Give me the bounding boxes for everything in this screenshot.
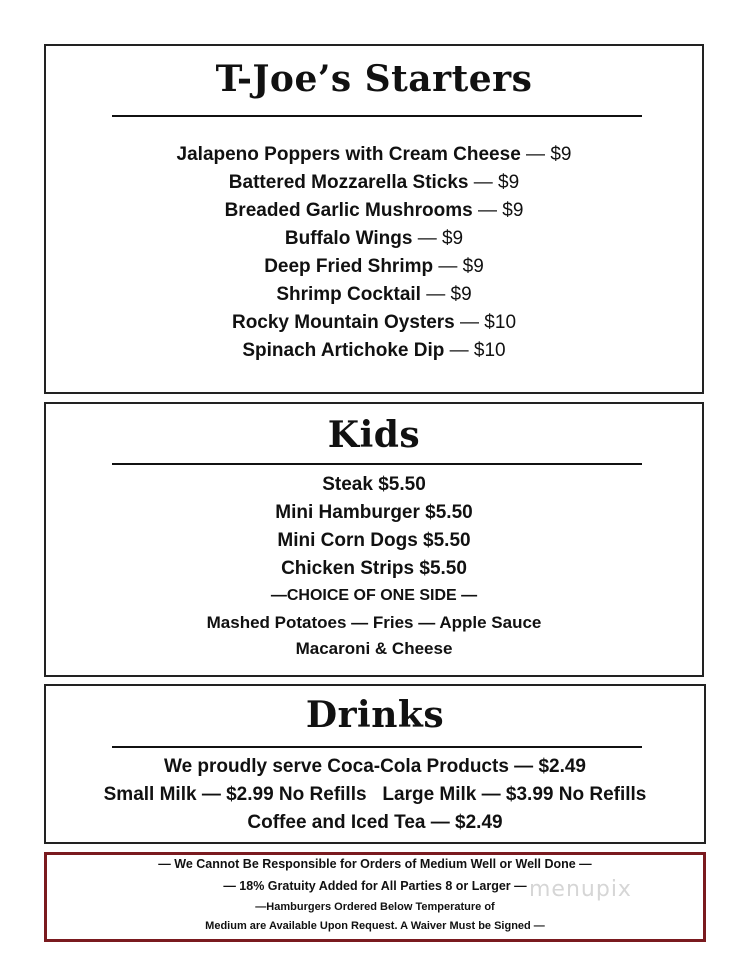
starters-divider — [112, 115, 642, 117]
menu-item-name: Buffalo Wings — [284, 228, 413, 249]
kids-divider — [112, 463, 642, 465]
starters-title: T-Joe’s Starters — [215, 58, 533, 100]
menu-item-price: — $9 — [438, 256, 484, 277]
menu-item-price: — $9 — [473, 172, 520, 193]
menu-item — [46, 200, 702, 222]
kids-menu-line: Chicken Strips $5.50 — [281, 558, 467, 579]
drinks-menu-line: Coffee and Iced Tea — $2.49 — [247, 812, 503, 833]
menu-item — [46, 284, 702, 306]
kids-section — [44, 402, 704, 677]
menu-item-price: — $9 — [477, 200, 524, 221]
notice-section — [44, 852, 706, 942]
drinks-divider — [112, 746, 642, 748]
kids-menu-line: Mini Hamburger $5.50 — [275, 502, 473, 523]
menu-item-price: — $10 — [449, 340, 506, 361]
menu-item-name: Deep Fried Shrimp — [264, 256, 434, 277]
notice-line: — We Cannot Be Responsible for Orders of Medium Well or Well Done — — [158, 857, 592, 871]
kids-menu-line: Steak $5.50 — [322, 474, 426, 495]
drinks-section — [44, 684, 706, 844]
kids-menu-line: Mini Corn Dogs $5.50 — [277, 530, 471, 551]
menu-item — [46, 172, 702, 194]
menu-item — [46, 340, 702, 362]
menu-item-price: — $10 — [460, 312, 517, 333]
drinks-title: Drinks — [305, 694, 445, 736]
menu-item — [46, 312, 702, 334]
menu-item-name: Battered Mozzarella Sticks — [228, 172, 469, 193]
notice-line: — 18% Gratuity Added for All Parties 8 or Larger — — [223, 879, 527, 893]
menu-item — [46, 144, 702, 166]
menu-item — [46, 256, 702, 278]
kids-menu-line: —CHOICE OF ONE SIDE — — [270, 587, 478, 604]
menu-item-name: Jalapeno Poppers with Cream Cheese — [176, 144, 521, 165]
menu-item-name: Rocky Mountain Oysters — [231, 312, 455, 333]
menu-item-price: — $9 — [417, 228, 464, 249]
menu-item-price: — $9 — [526, 144, 572, 165]
menu-item-name: Shrimp Cocktail — [276, 284, 421, 305]
menu-item-name: Spinach Artichoke Dip — [242, 340, 445, 361]
kids-menu-line: Mashed Potatoes — Fries — Apple Sauce — [206, 613, 542, 632]
starters-section — [44, 44, 704, 394]
notice-line: Medium are Available Upon Request. A Waiver Must be Signed — — [205, 920, 545, 932]
kids-title: Kids — [327, 414, 421, 456]
kids-menu-line: Macaroni & Cheese — [295, 639, 453, 658]
drinks-menu-line: We proudly serve Coca-Cola Products — $2.49 — [163, 756, 586, 777]
notice-line: —Hamburgers Ordered Below Temperature of — [255, 901, 495, 913]
menu-item-price: — $9 — [426, 284, 472, 305]
drinks-menu-line: Small Milk — $2.99 No Refills Large Milk — $3.99 No Refills — [103, 784, 647, 805]
watermark: menupix — [529, 877, 632, 902]
menu-item-name: Breaded Garlic Mushrooms — [224, 200, 473, 221]
menu-item — [46, 228, 702, 250]
